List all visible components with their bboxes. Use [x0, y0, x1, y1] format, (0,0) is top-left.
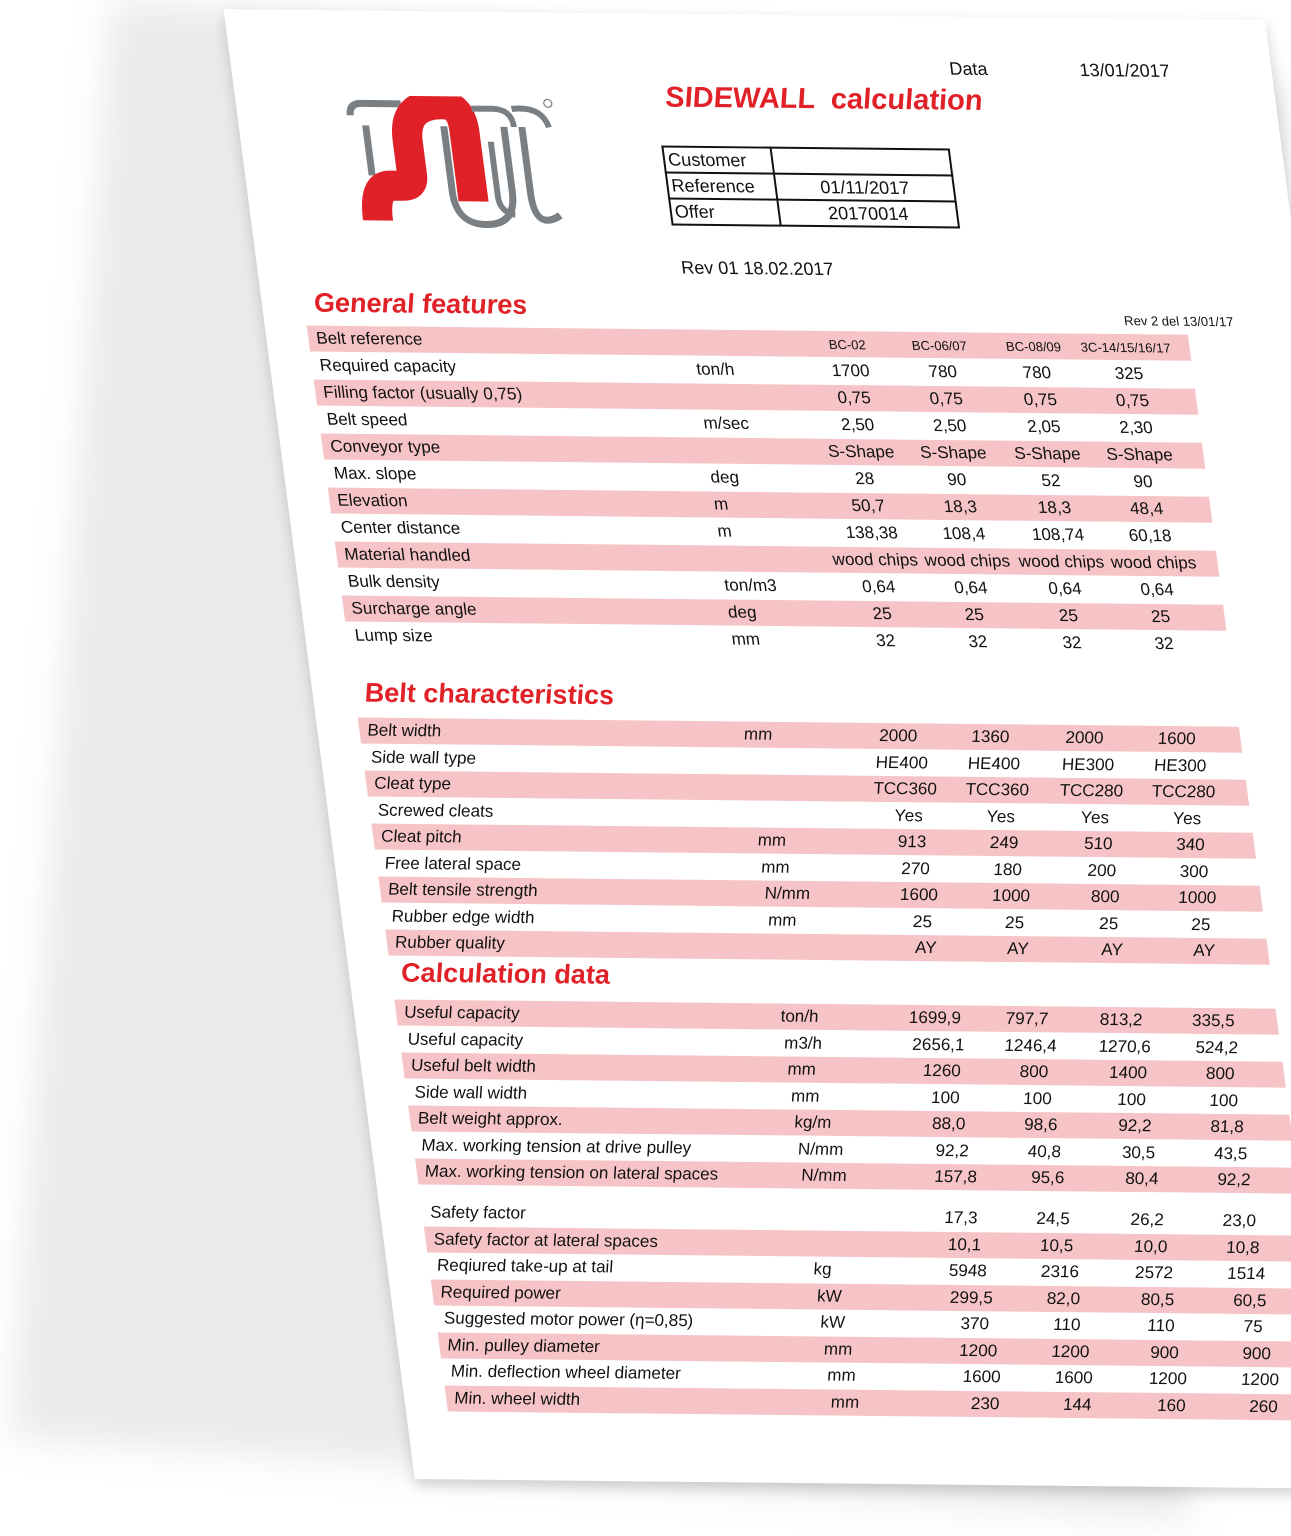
row-label: Useful capacity	[406, 1029, 525, 1050]
row-value: 800	[1018, 1061, 1050, 1082]
row-value: S-Shape	[1105, 444, 1174, 465]
row-value: 800	[1204, 1063, 1236, 1084]
row-label: Cleat type	[372, 773, 453, 794]
row-value: 75	[1242, 1316, 1264, 1337]
row-value: 18,3	[1036, 497, 1073, 518]
row-value: 1200	[1147, 1368, 1188, 1389]
reference-value: 01/11/2017	[774, 174, 956, 202]
row-unit: mm	[825, 1365, 857, 1385]
row-value: 230	[969, 1393, 1001, 1413]
row-value: 1600	[1156, 728, 1197, 749]
row-label: Surcharge angle	[350, 598, 478, 619]
row-value: BC-08/09	[1004, 338, 1062, 355]
row-value: 32	[1061, 632, 1083, 653]
row-label: Rubber edge width	[390, 906, 536, 927]
row-label: Side wall width	[413, 1082, 529, 1103]
row-value: 340	[1174, 834, 1206, 855]
row-unit: mm	[742, 724, 774, 744]
row-value: 1700	[830, 360, 871, 381]
row-unit: mm	[766, 910, 798, 930]
row-value: 1600	[1053, 1367, 1094, 1388]
row-label: Required power	[439, 1282, 562, 1303]
customer-info-table	[661, 146, 960, 229]
row-value: 90	[1132, 471, 1154, 492]
row-value: 0,75	[1022, 389, 1059, 410]
row-value: 1246,4	[1003, 1035, 1058, 1055]
row-value: AY	[913, 938, 938, 958]
row-value: 23,0	[1221, 1210, 1257, 1231]
row-label: Filling factor (usually 0,75)	[322, 382, 524, 404]
row-label: Rubber quality	[393, 932, 506, 953]
row-unit: kg/m	[793, 1112, 833, 1132]
row-value: 52	[1040, 471, 1062, 491]
row-unit: mm	[789, 1086, 821, 1106]
row-value: 80,4	[1123, 1168, 1160, 1189]
row-value: 2,30	[1118, 417, 1154, 438]
row-unit: mm	[756, 830, 788, 850]
row-value: 2572	[1133, 1262, 1175, 1283]
row-label: Safety factor at lateral spaces	[432, 1229, 659, 1251]
row-value: 370	[959, 1313, 990, 1334]
row-label: Belt reference	[315, 328, 424, 349]
row-unit: m3/h	[782, 1033, 824, 1053]
row-value: 1360	[970, 726, 1011, 747]
customer-label: Customer	[662, 147, 774, 174]
row-label: Min. deflection wheel diameter	[449, 1361, 682, 1383]
row-value: 82,0	[1045, 1288, 1082, 1308]
row-value: 900	[1148, 1342, 1180, 1362]
row-value: 780	[1021, 362, 1053, 383]
row-value: 1000	[990, 885, 1032, 906]
row-value: 90	[946, 470, 968, 490]
date-label: Data	[948, 58, 989, 80]
row-value: 813,2	[1098, 1009, 1144, 1030]
row-value: AY	[1005, 938, 1030, 959]
row-value: 1600	[961, 1366, 1002, 1387]
row-value: 1200	[1239, 1369, 1280, 1390]
row-unit: m	[712, 494, 730, 514]
row-unit: ton/h	[779, 1006, 820, 1026]
row-label: Min. pulley diameter	[445, 1335, 601, 1356]
row-value: 17,3	[942, 1207, 979, 1228]
row-unit: mm	[786, 1059, 818, 1079]
row-value: 10,0	[1132, 1236, 1169, 1256]
row-label: Max. working tension at drive pulley	[419, 1135, 693, 1157]
row-value: 10,1	[946, 1234, 982, 1254]
row-value: 10,5	[1038, 1235, 1075, 1255]
row-value: S-Shape	[826, 441, 896, 462]
row-label: Elevation	[336, 490, 409, 511]
row-value: HE300	[1060, 754, 1116, 774]
row-value: Yes	[892, 805, 924, 825]
customer-value	[771, 148, 953, 176]
row-label: Belt speed	[325, 409, 409, 430]
row-value: 1400	[1107, 1062, 1149, 1083]
row-value: 510	[1082, 833, 1114, 854]
row-value: 300	[1178, 861, 1210, 881]
row-value: AY	[1192, 940, 1216, 961]
row-value: wood chips	[1109, 552, 1198, 573]
row-value: 2,50	[931, 415, 968, 436]
row-value: 25	[1003, 912, 1026, 932]
row-unit: N/mm	[796, 1139, 845, 1159]
reference-label: Reference	[666, 173, 778, 200]
row-value: S-Shape	[918, 442, 988, 463]
row-value: 0,64	[860, 576, 897, 597]
row-value: 25	[911, 911, 933, 931]
row-unit: ton/m3	[723, 575, 778, 596]
row-label: Reqiured take-up at tail	[435, 1255, 615, 1277]
row-value: BC-06/07	[910, 337, 968, 354]
row-value: 110	[1051, 1314, 1082, 1335]
row-value: 800	[1089, 886, 1121, 907]
row-value: TCC280	[1058, 780, 1125, 801]
row-value: 0,75	[928, 388, 965, 409]
row-value: 157,8	[932, 1166, 978, 1187]
row-value: 1200	[1049, 1341, 1091, 1361]
row-value: 1000	[1176, 887, 1218, 908]
row-value: 0,75	[1114, 390, 1151, 411]
row-value: S-Shape	[1013, 443, 1082, 464]
row-value: 1699,9	[907, 1007, 963, 1028]
row-unit: m/sec	[702, 413, 751, 434]
row-value: 1600	[898, 884, 939, 905]
row-unit: mm	[759, 857, 791, 877]
row-label: Useful capacity	[402, 1002, 521, 1023]
section-title-belt: Belt characteristics	[362, 677, 616, 711]
row-value: 913	[896, 831, 928, 852]
row-value: 100	[1021, 1088, 1053, 1108]
row-value: TCC280	[1150, 781, 1217, 802]
row-label: Required capacity	[318, 355, 458, 377]
row-value: 30,5	[1120, 1142, 1157, 1162]
row-value: 81,8	[1209, 1116, 1245, 1137]
row-unit: kW	[815, 1286, 843, 1306]
row-value: 98,6	[1022, 1114, 1059, 1135]
row-label: Material handled	[343, 544, 472, 565]
row-value: 43,5	[1212, 1143, 1249, 1163]
row-value: 138,38	[844, 522, 899, 543]
row-value: wood chips	[831, 549, 919, 570]
row-value: 80,5	[1139, 1289, 1176, 1309]
date-value: 13/01/2017	[1078, 59, 1172, 81]
row-value: 25	[871, 604, 893, 624]
row-label: Belt tensile strength	[386, 879, 539, 901]
row-value: 95,6	[1029, 1167, 1066, 1188]
row-value: 160	[1155, 1395, 1187, 1415]
row-value: 100	[929, 1087, 961, 1107]
row-value: 797,7	[1004, 1008, 1050, 1029]
row-unit: N/mm	[799, 1165, 848, 1185]
row-label: Cleat pitch	[379, 826, 463, 847]
row-value: AY	[1099, 939, 1124, 960]
row-value: HE400	[966, 753, 1021, 773]
row-value: 200	[1086, 860, 1117, 880]
row-value: TCC360	[872, 778, 938, 799]
row-label: Max. slope	[332, 463, 418, 484]
row-label: Conveyor type	[329, 436, 442, 457]
row-value: 108,4	[941, 523, 987, 544]
row-value: 48,4	[1128, 498, 1165, 519]
row-value: 18,3	[942, 496, 979, 517]
page-title: SIDEWALL calculation	[662, 81, 985, 117]
row-value: Yes	[985, 806, 1016, 826]
row-value: 60,5	[1231, 1290, 1268, 1310]
section-title-calculation: Calculation data	[398, 957, 612, 990]
row-value: 25	[1057, 605, 1080, 626]
row-unit: mm	[829, 1391, 861, 1412]
row-value: 25	[1149, 606, 1172, 627]
row-value: 2656,1	[910, 1034, 966, 1054]
row-value: 60,18	[1127, 525, 1173, 546]
revision-label: Rev 01 18.02.2017	[679, 257, 835, 280]
row-value: 780	[927, 361, 959, 382]
row-label: Belt width	[366, 720, 443, 741]
row-unit: ton/h	[695, 359, 736, 379]
row-value: wood chips	[1017, 551, 1106, 572]
row-value: 2,05	[1026, 416, 1062, 437]
row-unit: kg	[812, 1259, 833, 1279]
row-value: 1200	[957, 1340, 999, 1360]
row-label: Belt weight approx.	[416, 1108, 564, 1130]
row-value: 92,2	[1216, 1169, 1252, 1190]
row-value: 2,50	[839, 414, 876, 435]
row-value: 92,2	[1116, 1115, 1153, 1136]
offer-value: 20170014	[777, 200, 959, 228]
row-label: Bulk density	[346, 571, 441, 592]
row-value: 88,0	[930, 1113, 967, 1134]
row-value: HE400	[874, 752, 929, 772]
row-unit: N/mm	[763, 883, 812, 903]
row-value: 32	[874, 631, 897, 651]
row-value: 2316	[1039, 1261, 1080, 1282]
row-value: 900	[1240, 1343, 1272, 1363]
row-value: 299,5	[948, 1287, 994, 1307]
row-value: 249	[988, 832, 1020, 853]
row-value: 100	[1208, 1090, 1239, 1110]
row-value: TCC360	[964, 779, 1031, 800]
row-value: 110	[1145, 1315, 1176, 1336]
offer-label: Offer	[669, 199, 781, 226]
row-value: 100	[1115, 1089, 1147, 1109]
row-value: 180	[991, 859, 1023, 879]
row-value: 25	[1097, 913, 1120, 933]
row-value: wood chips	[923, 550, 1012, 571]
row-value: 1260	[921, 1060, 962, 1081]
revision2-label: Rev 2 del 13/01/17	[1123, 313, 1235, 330]
row-value: 0,75	[836, 387, 872, 408]
row-value: 1514	[1225, 1263, 1267, 1284]
row-unit: deg	[709, 467, 741, 487]
row-value: HE300	[1152, 755, 1208, 775]
row-value: 325	[1113, 363, 1145, 384]
row-value: 32	[1153, 633, 1175, 654]
row-value: Yes	[1079, 807, 1111, 827]
row-value: 25	[1189, 914, 1212, 934]
row-value: 3C-14/15/16/17	[1079, 339, 1172, 356]
row-unit: mm	[822, 1338, 854, 1359]
row-value: 5948	[947, 1260, 988, 1281]
row-value: BC-02	[827, 336, 867, 353]
row-label: Center distance	[339, 517, 462, 538]
row-value: 10,8	[1224, 1237, 1261, 1257]
row-value: 0,64	[1047, 578, 1083, 599]
company-logo	[340, 95, 574, 237]
row-label: Safety factor	[428, 1202, 527, 1223]
row-value: 0,64	[953, 577, 989, 598]
row-label: Free lateral space	[383, 853, 523, 874]
row-value: 32	[967, 632, 989, 652]
row-label: Useful belt width	[409, 1055, 538, 1076]
row-value: 524,2	[1194, 1037, 1240, 1057]
row-value: 2000	[1064, 727, 1105, 748]
row-value: 28	[853, 469, 876, 489]
row-unit: mm	[730, 629, 762, 649]
row-unit: deg	[726, 602, 758, 622]
row-value: 0,64	[1139, 579, 1175, 600]
row-label: Suggested motor power (η=0,85)	[442, 1308, 695, 1331]
row-value: 25	[963, 605, 986, 625]
row-value: 260	[1247, 1396, 1279, 1416]
row-value: 50,7	[850, 495, 886, 516]
row-value: 108,74	[1030, 524, 1086, 545]
row-value: 40,8	[1026, 1141, 1062, 1161]
row-value: 26,2	[1129, 1209, 1165, 1230]
section-title-general: General features	[311, 287, 530, 320]
row-value: Yes	[1171, 808, 1203, 828]
row-unit: m	[716, 521, 733, 541]
row-value: 24,5	[1035, 1208, 1071, 1229]
row-value: 1270,6	[1097, 1036, 1152, 1056]
row-unit: kW	[819, 1312, 847, 1332]
row-value: 2000	[877, 725, 919, 746]
row-label: Side wall type	[369, 747, 478, 768]
row-label: Lump size	[353, 625, 434, 646]
row-label: Min. wheel width	[452, 1388, 582, 1409]
row-value: 92,2	[934, 1140, 970, 1160]
row-label: Screwed cleats	[376, 800, 495, 821]
row-label: Max. working tension on lateral spaces	[423, 1161, 720, 1184]
row-value: 335,5	[1190, 1010, 1236, 1031]
row-value: 270	[899, 858, 931, 878]
row-value: 144	[1061, 1394, 1093, 1414]
